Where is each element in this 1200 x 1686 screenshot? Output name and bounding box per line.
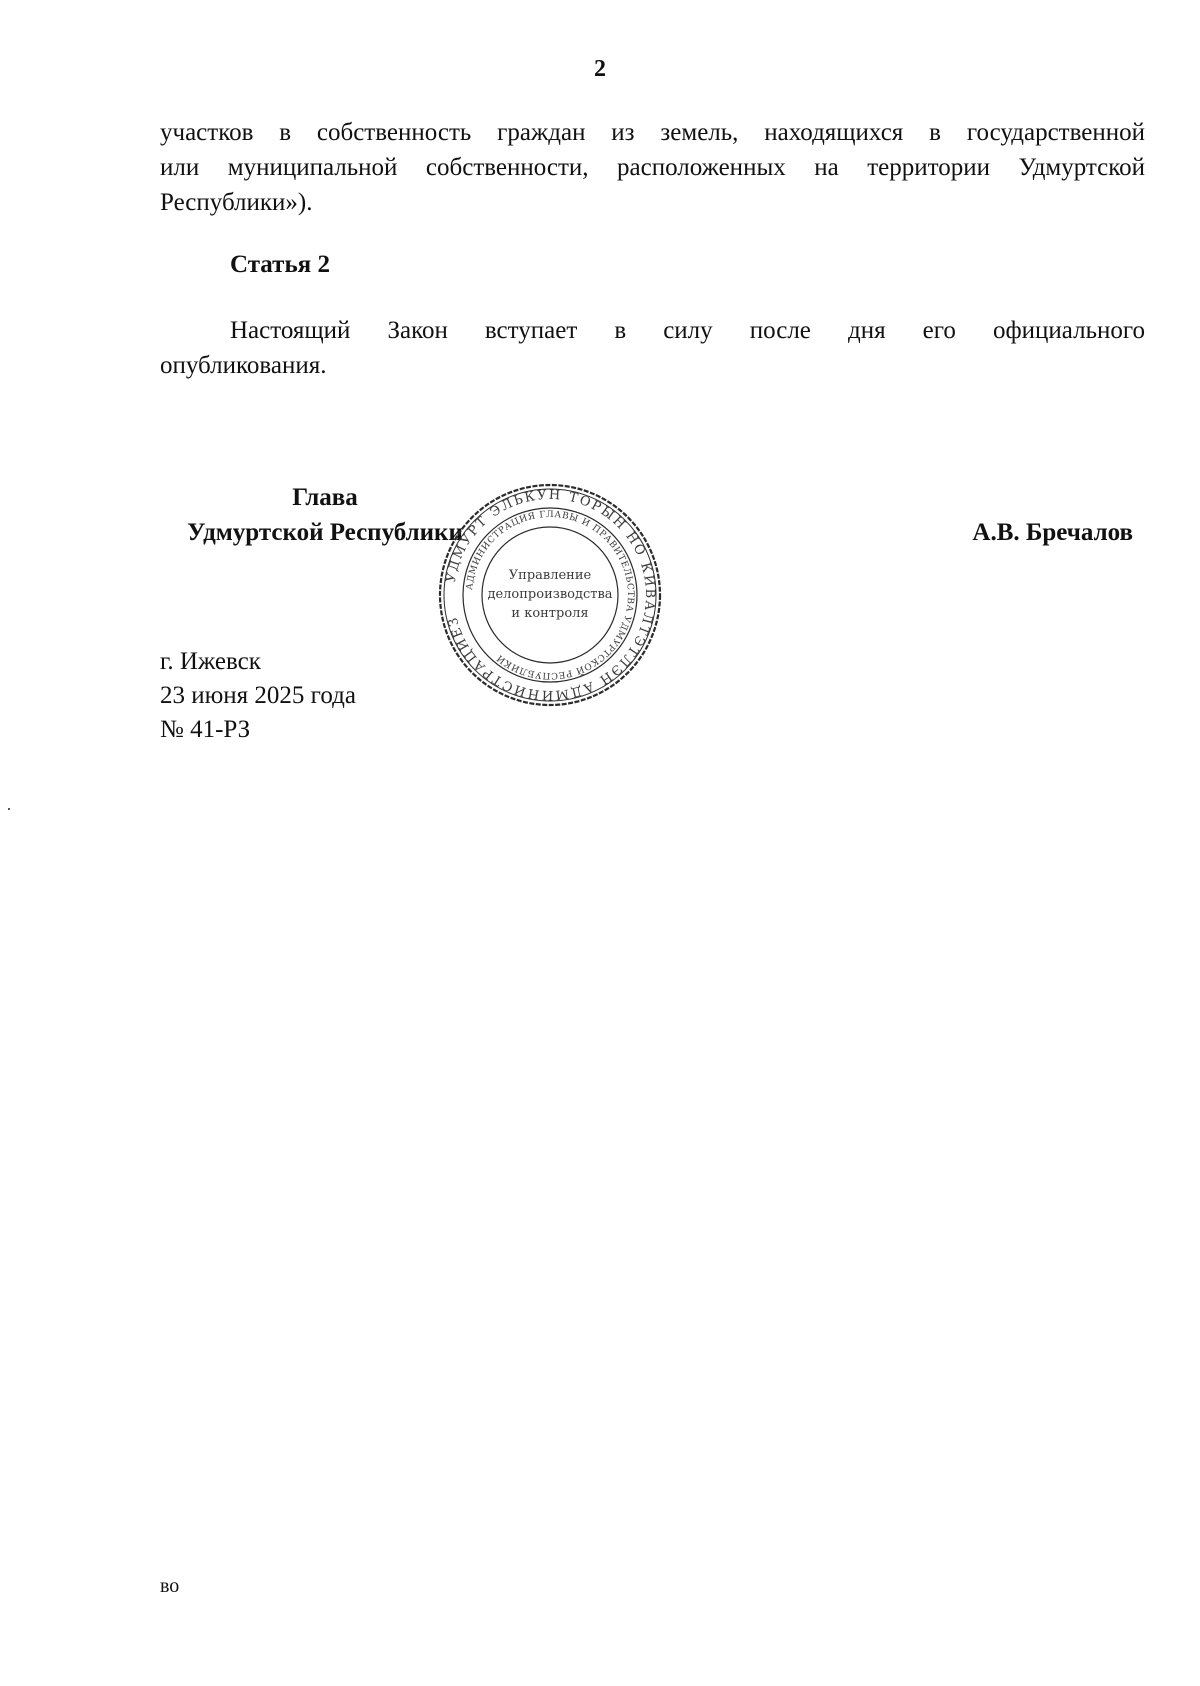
signatory-name: А.В. Бречалов <box>972 519 1133 546</box>
paragraph-line: участков в собственность граждан из земель, находящихся в государственной <box>160 119 1145 146</box>
article-text <box>160 313 1145 383</box>
seal-inner-text: АДМИНИСТРАЦИЯ ГЛАВЫ И ПРАВИТЕЛЬСТВА УДМУРТСКОЙ РЕСПУБЛИКИ <box>465 509 636 681</box>
paragraph-line: или муниципальной собственности, расположенных на территории Удмуртской <box>160 154 1145 181</box>
seal-center-line: Управление <box>508 568 592 583</box>
law-number: № 41-РЗ <box>160 716 251 743</box>
page-number: 2 <box>594 56 606 82</box>
scan-speck <box>8 808 10 810</box>
city: г. Ижевск <box>160 648 261 675</box>
seal-outer-text: УДМУРТ ЭЛЬКУН ТОРЫН НО КИВАЛТЭТЛЭН АДМИНИСТРАЦИЕЗ <box>443 487 658 703</box>
signatory-title-line: Глава <box>292 484 358 511</box>
official-seal <box>435 480 665 710</box>
seal-center-line: и контроля <box>511 606 589 621</box>
paragraph-line: Республики»). <box>160 189 313 216</box>
place-and-date <box>160 645 356 747</box>
date: 23 июня 2025 года <box>160 682 356 709</box>
paragraph-line: Настоящий Закон вступает в силу после дня его официального <box>230 317 1145 344</box>
paragraph-line: опубликования. <box>160 352 327 379</box>
seal-center-line: делопроизводства <box>487 587 613 602</box>
article-heading: Статья 2 <box>230 251 330 278</box>
signatory-title-line: Удмуртской Республики <box>187 519 463 546</box>
footer-code: во <box>160 1575 180 1597</box>
paragraph-continued <box>160 115 1145 220</box>
